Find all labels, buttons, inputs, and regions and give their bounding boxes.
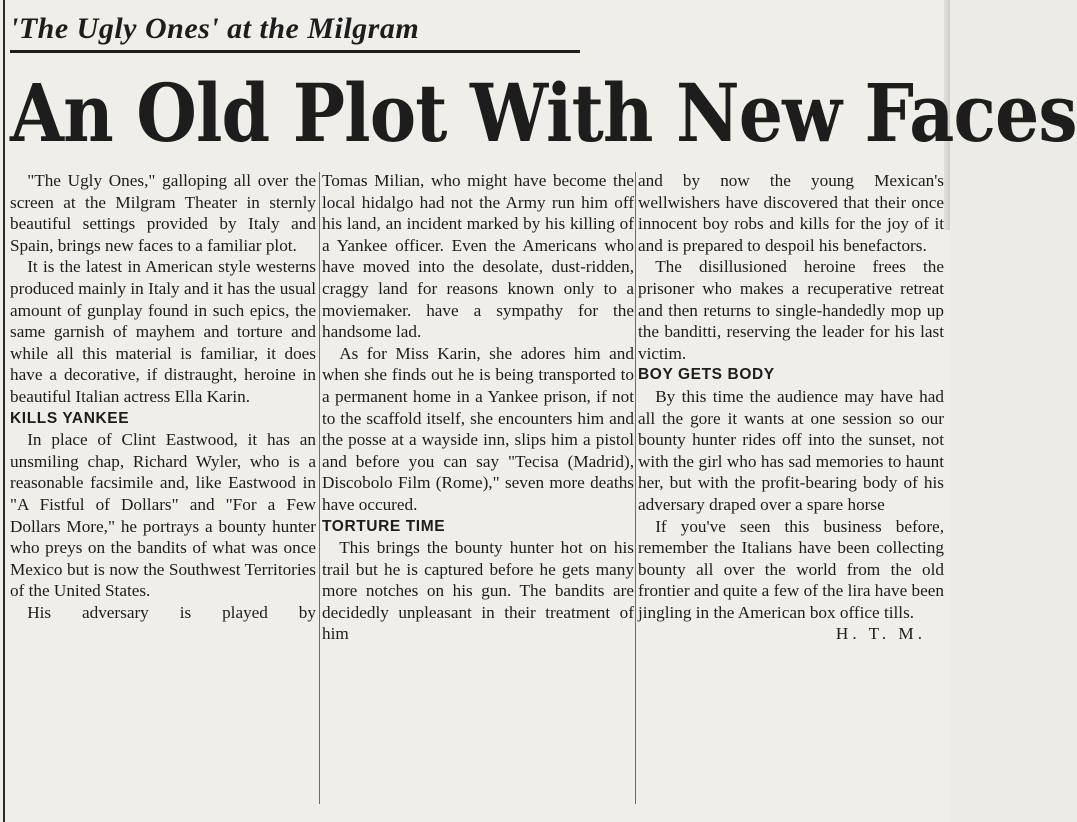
kicker-headline: 'The Ugly Ones' at the Milgram: [10, 12, 420, 45]
paragraph: It is the latest in American style westerns produced mainly in Italy and it has the usual amount of gunplay found in such epics, the same garnish of mayhem and torture and while all this material is familiar, it does have a decorative, if distraught, heroine in beautiful Italian actress Ella Karin.: [10, 257, 316, 406]
column-divider: [635, 172, 636, 804]
main-headline: An Old Plot With New Faces: [10, 66, 1077, 160]
subhead-torture-time: TORTURE TIME: [322, 517, 446, 535]
paragraph: Tomas Milian, who might have become the local hidalgo had not the Army run him off his land, an incident marked by his killing of a Yankee officer. Even the Americans who have moved into the desolate, dust-ridden, craggy land for reasons known only to a moviemaker. have a sympathy for the handsome lad.: [322, 171, 634, 342]
paragraph: By this time the audience may have had all the gore it wants at one session so our bounty hunter rides off into the sunset, not with the girl who has sad memories to haunt her, but with the profit-bearing body of his adversary draped over a spare horse: [638, 386, 944, 514]
subhead-kills-yankee: KILLS YANKEE: [10, 409, 130, 427]
paragraph: If you've seen this business before, remember the Italians have been collecting bounty all over the world from the old frontier and quite a few of the lira have been jingling in the American box office tills.: [638, 516, 944, 622]
column-1: [10, 170, 316, 818]
article-body: [10, 170, 944, 818]
paragraph: In place of Clint Eastwood, it has an unsmiling chap, Richard Wyler, who is a reasonable facsimile and, like Eastwood in "A Fistful of Dollars" and "For a Few Dollars More," he portrays a bounty hunter who preys on the bandits of what was once Mexico but is now the Southwest Territories of the United States.: [10, 430, 316, 601]
subhead-boy-gets-body: BOY GETS BODY: [638, 366, 775, 384]
column-2: [322, 170, 634, 818]
column-divider: [319, 172, 320, 804]
paragraph: The disillusioned heroine frees the prisoner who makes a recuperative retreat and then returns to single-handedly mop up the banditti, reserving the leader for his last victim.: [638, 257, 944, 363]
paragraph: This brings the bounty hunter hot on his trail but he is captured before he gets many more notches on his gun. The bandits are decidedly unpleasant in their treatment of him: [322, 538, 634, 644]
left-column-rule: [3, 0, 5, 822]
paragraph: and by now the young Mexican's wellwishers have discovered that their once innocent boy robs and kills for the joy of it and is prepared to despoil his benefactors.: [638, 171, 944, 255]
column-3: [638, 170, 944, 818]
kicker-underline: [10, 50, 580, 53]
paragraph: As for Miss Karin, she adores him and when she finds out he is being transported to a permanent home in a Yankee prison, if not to the scaffold itself, she encounters him and the posse at a wayside inn, slips him a pistol and before you can say "Tecisa (Madrid), Discobolo Film (Rome)," seven more deaths have occured.: [322, 343, 634, 514]
paragraph: His adversary is played by: [27, 602, 316, 622]
author-initials: H. T. M.: [835, 624, 926, 644]
paragraph: "The Ugly Ones," galloping all over the screen at the Milgram Theater in sternly beautiful settings provided by Italy and Spain, brings new faces to a familiar plot.: [10, 171, 316, 255]
